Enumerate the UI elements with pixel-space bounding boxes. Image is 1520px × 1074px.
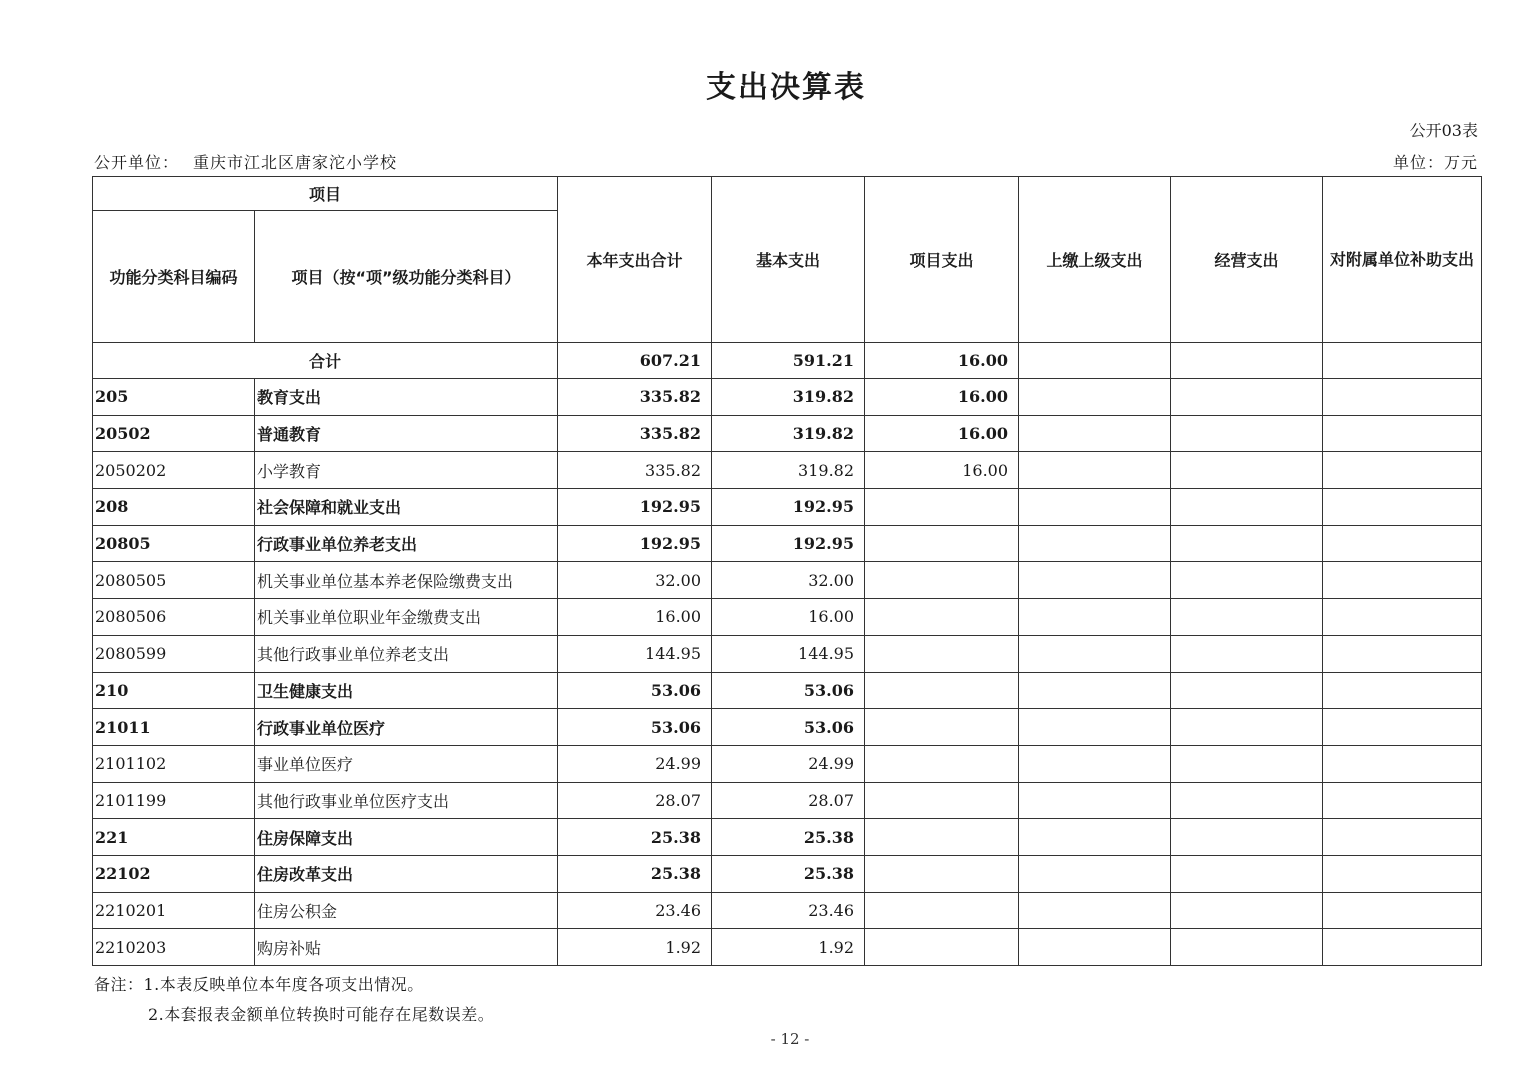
row-business (1171, 819, 1323, 856)
currency-unit: 单位：万元 (1392, 153, 1478, 172)
row-upper (1019, 782, 1171, 819)
row-code: 20805 (93, 525, 255, 562)
row-total: 192.95 (558, 489, 712, 526)
row-total: 24.99 (558, 745, 712, 782)
reporting-unit (94, 150, 397, 173)
row-basic: 192.95 (712, 489, 865, 526)
row-business (1171, 672, 1323, 709)
row-name: 机关事业单位职业年金缴费支出 (255, 599, 558, 636)
row-total: 16.00 (558, 599, 712, 636)
header-basic: 基本支出 (712, 177, 865, 343)
row-basic: 32.00 (712, 562, 865, 599)
row-upper (1019, 892, 1171, 929)
header-business: 经营支出 (1171, 177, 1323, 343)
row-subsidiary (1323, 415, 1482, 452)
row-project (865, 525, 1019, 562)
row-name: 住房改革支出 (255, 855, 558, 892)
row-project (865, 562, 1019, 599)
page-title: 支出决算表 (706, 70, 866, 105)
row-basic: 24.99 (712, 745, 865, 782)
table-row (93, 562, 1482, 599)
row-subsidiary (1323, 489, 1482, 526)
row-subsidiary (1323, 745, 1482, 782)
row-basic: 144.95 (712, 635, 865, 672)
row-upper (1019, 415, 1171, 452)
row-code: 2101199 (93, 782, 255, 819)
row-name: 住房公积金 (255, 892, 558, 929)
row-basic: 28.07 (712, 782, 865, 819)
row-basic: 1.92 (712, 929, 865, 966)
row-name: 购房补贴 (255, 929, 558, 966)
row-total: 28.07 (558, 782, 712, 819)
row-subsidiary (1323, 525, 1482, 562)
row-upper (1019, 745, 1171, 782)
row-upper (1019, 562, 1171, 599)
row-business (1171, 782, 1323, 819)
row-code: 208 (93, 489, 255, 526)
total-basic: 591.21 (712, 343, 865, 379)
row-basic: 23.46 (712, 892, 865, 929)
header-item: 项目（按“项”级功能分类科目） (255, 211, 558, 343)
row-project: 16.00 (865, 452, 1019, 489)
total-upper (1019, 343, 1171, 379)
row-project (865, 929, 1019, 966)
row-upper (1019, 525, 1171, 562)
row-name: 其他行政事业单位养老支出 (255, 635, 558, 672)
unit-label: 公开单位： (94, 153, 180, 172)
row-business (1171, 489, 1323, 526)
row-code: 2210203 (93, 929, 255, 966)
row-business (1171, 892, 1323, 929)
table-row (93, 379, 1482, 416)
expenditure-table (92, 176, 1482, 966)
row-basic: 319.82 (712, 415, 865, 452)
row-upper (1019, 489, 1171, 526)
row-name: 行政事业单位养老支出 (255, 525, 558, 562)
row-project (865, 855, 1019, 892)
row-project (865, 635, 1019, 672)
total-subsidiary (1323, 343, 1482, 379)
row-basic: 53.06 (712, 672, 865, 709)
row-business (1171, 599, 1323, 636)
row-business (1171, 745, 1323, 782)
header-upper-level: 上缴上级支出 (1019, 177, 1171, 343)
row-code: 22102 (93, 855, 255, 892)
row-total: 32.00 (558, 562, 712, 599)
row-total: 23.46 (558, 892, 712, 929)
row-code: 2210201 (93, 892, 255, 929)
row-project (865, 599, 1019, 636)
row-name: 行政事业单位医疗 (255, 709, 558, 746)
row-subsidiary (1323, 855, 1482, 892)
row-total: 1.92 (558, 929, 712, 966)
table-row (93, 782, 1482, 819)
row-basic: 319.82 (712, 452, 865, 489)
row-subsidiary (1323, 452, 1482, 489)
row-business (1171, 562, 1323, 599)
row-name: 住房保障支出 (255, 819, 558, 856)
row-upper (1019, 379, 1171, 416)
row-subsidiary (1323, 672, 1482, 709)
row-upper (1019, 452, 1171, 489)
row-code: 20502 (93, 415, 255, 452)
row-business (1171, 415, 1323, 452)
header-subsidiary: 对附属单位补助支出 (1323, 177, 1482, 343)
table-row (93, 709, 1482, 746)
row-total: 53.06 (558, 709, 712, 746)
table-row (93, 819, 1482, 856)
row-code: 2080599 (93, 635, 255, 672)
row-name: 卫生健康支出 (255, 672, 558, 709)
row-total: 192.95 (558, 525, 712, 562)
row-name: 普通教育 (255, 415, 558, 452)
row-total: 335.82 (558, 452, 712, 489)
row-name: 教育支出 (255, 379, 558, 416)
row-basic: 25.38 (712, 819, 865, 856)
header-total: 本年支出合计 (558, 177, 712, 343)
total-amount: 607.21 (558, 343, 712, 379)
note-2: 2.本套报表金额单位转换时可能存在尾数误差。 (148, 1005, 495, 1024)
row-name: 小学教育 (255, 452, 558, 489)
total-label: 合计 (93, 343, 558, 379)
row-project (865, 489, 1019, 526)
row-total: 335.82 (558, 379, 712, 416)
row-subsidiary (1323, 929, 1482, 966)
row-total: 25.38 (558, 819, 712, 856)
row-code: 210 (93, 672, 255, 709)
row-business (1171, 855, 1323, 892)
row-name: 其他行政事业单位医疗支出 (255, 782, 558, 819)
row-subsidiary (1323, 709, 1482, 746)
row-basic: 25.38 (712, 855, 865, 892)
row-project: 16.00 (865, 415, 1019, 452)
table-row (93, 635, 1482, 672)
row-total: 335.82 (558, 415, 712, 452)
page-number: - 12 - (770, 1030, 810, 1048)
row-subsidiary (1323, 819, 1482, 856)
row-subsidiary (1323, 562, 1482, 599)
table-row (93, 599, 1482, 636)
table-row (93, 415, 1482, 452)
row-name: 机关事业单位基本养老保险缴费支出 (255, 562, 558, 599)
row-name: 社会保障和就业支出 (255, 489, 558, 526)
row-basic: 16.00 (712, 599, 865, 636)
row-code: 205 (93, 379, 255, 416)
row-basic: 319.82 (712, 379, 865, 416)
row-project (865, 745, 1019, 782)
row-total: 144.95 (558, 635, 712, 672)
total-project: 16.00 (865, 343, 1019, 379)
row-business (1171, 635, 1323, 672)
row-upper (1019, 819, 1171, 856)
row-basic: 53.06 (712, 709, 865, 746)
row-upper (1019, 709, 1171, 746)
row-business (1171, 525, 1323, 562)
row-basic: 192.95 (712, 525, 865, 562)
row-upper (1019, 635, 1171, 672)
table-row (93, 892, 1482, 929)
notes (94, 970, 494, 1030)
table-row (93, 452, 1482, 489)
row-business (1171, 709, 1323, 746)
header-project: 项目 (93, 177, 558, 211)
row-upper (1019, 672, 1171, 709)
table-row (93, 672, 1482, 709)
row-name: 事业单位医疗 (255, 745, 558, 782)
row-project (865, 672, 1019, 709)
row-subsidiary (1323, 599, 1482, 636)
header-code: 功能分类科目编码 (93, 211, 255, 343)
row-subsidiary (1323, 782, 1482, 819)
row-subsidiary (1323, 379, 1482, 416)
row-project: 16.00 (865, 379, 1019, 416)
row-total: 53.06 (558, 672, 712, 709)
row-business (1171, 452, 1323, 489)
table-row (93, 489, 1482, 526)
row-subsidiary (1323, 892, 1482, 929)
row-total: 25.38 (558, 855, 712, 892)
table-row (93, 745, 1482, 782)
row-code: 2080505 (93, 562, 255, 599)
row-code: 2101102 (93, 745, 255, 782)
row-upper (1019, 929, 1171, 966)
total-row (93, 343, 1482, 379)
total-business (1171, 343, 1323, 379)
row-code: 2080506 (93, 599, 255, 636)
row-upper (1019, 855, 1171, 892)
table-row (93, 929, 1482, 966)
table-row (93, 855, 1482, 892)
row-subsidiary (1323, 635, 1482, 672)
header-project-expense: 项目支出 (865, 177, 1019, 343)
table-row (93, 525, 1482, 562)
row-project (865, 819, 1019, 856)
row-code: 21011 (93, 709, 255, 746)
row-code: 2050202 (93, 452, 255, 489)
row-code: 221 (93, 819, 255, 856)
row-project (865, 782, 1019, 819)
row-upper (1019, 599, 1171, 636)
note-1: 备注：1.本表反映单位本年度各项支出情况。 (94, 975, 424, 994)
unit-name: 重庆市江北区唐家沱小学校 (193, 153, 398, 172)
row-business (1171, 929, 1323, 966)
row-project (865, 892, 1019, 929)
form-number: 公开03表 (1409, 121, 1478, 140)
row-business (1171, 379, 1323, 416)
row-project (865, 709, 1019, 746)
